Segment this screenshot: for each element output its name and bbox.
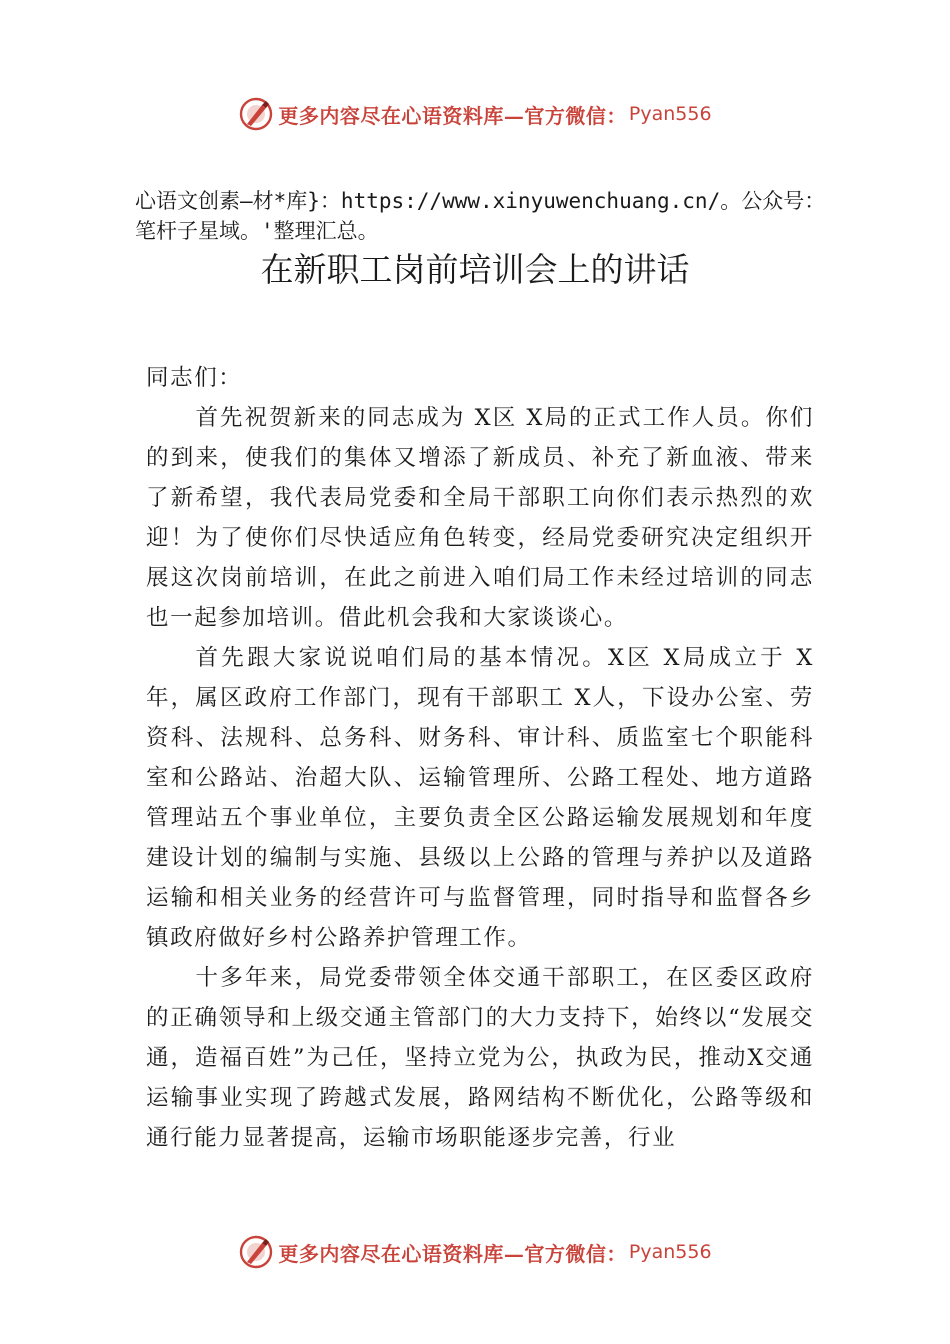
footer-banner-text: 更多内容尽在心语资料库—官方微信： [278,1241,627,1266]
paragraph-1: 首先祝贺新来的同志成为 X区 X局的正式工作人员。你们的到来，使我们的集体又增添了新成员、补充了新血液、带来了新希望，我代表局党委和全局干部职工向你们表示热烈的欢迎！为了使你们尽快适应角色转变，经局党委研究决定组织开展这次岗前培训，在此之前进入咱们局工作未经过培训的同志也一起参加培训。借此机会我和大家谈谈心。 [146,405,814,631]
paragraph-2: 首先跟大家说说咱们局的基本情况。X区 X局成立于 X年，属区政府工作部门，现有干部职工 X人，下设办公室、劳资科、法规科、总务科、财务科、审计科、质监室七个职能科室和公路站、治超大队、运输管理所、公路工程处、地方道路管理站五个事业单位，主要负责全区公路运输发展规划和年度建设计划的编制与实施、县级以上公路的管理与养护以及道路运输和相关业务的经营许可与监督管理，同时指导和监督各乡镇政府做好乡村公路养护管理工作。 [146,645,814,951]
paragraph-3: 十多年来，局党委带领全体交通干部职工，在区委区政府的正确领导和上级交通主管部门的大力支持下，始终以“发展交通，造福百姓”为己任，坚持立党为公，执政为民，推动X交通运输事业实现了跨越式发展，路网结构不断优化，公路等级和通行能力显著提高，运输市场职能逐步完善，行业 [146,965,814,1151]
header-banner-wechat-id: Pyan556 [628,103,712,125]
footer-banner-wechat-id: Pyan556 [628,1241,712,1263]
pen-nib-circle-icon [238,1234,274,1270]
header-banner [0,92,950,136]
document-body [146,358,814,1158]
footer-banner [0,1230,950,1274]
pen-nib-circle-icon [238,96,274,132]
source-note: 心语文创素—材*库}：https://www.xinyuwenchuang.cn/。公众号：笔杆子星域。'整理汇总。 [135,189,826,243]
greeting: 同志们： [146,365,243,391]
header-banner-text: 更多内容尽在心语资料库—官方微信： [278,103,627,128]
document-title: 在新职工岗前培训会上的讲话 [260,250,690,289]
